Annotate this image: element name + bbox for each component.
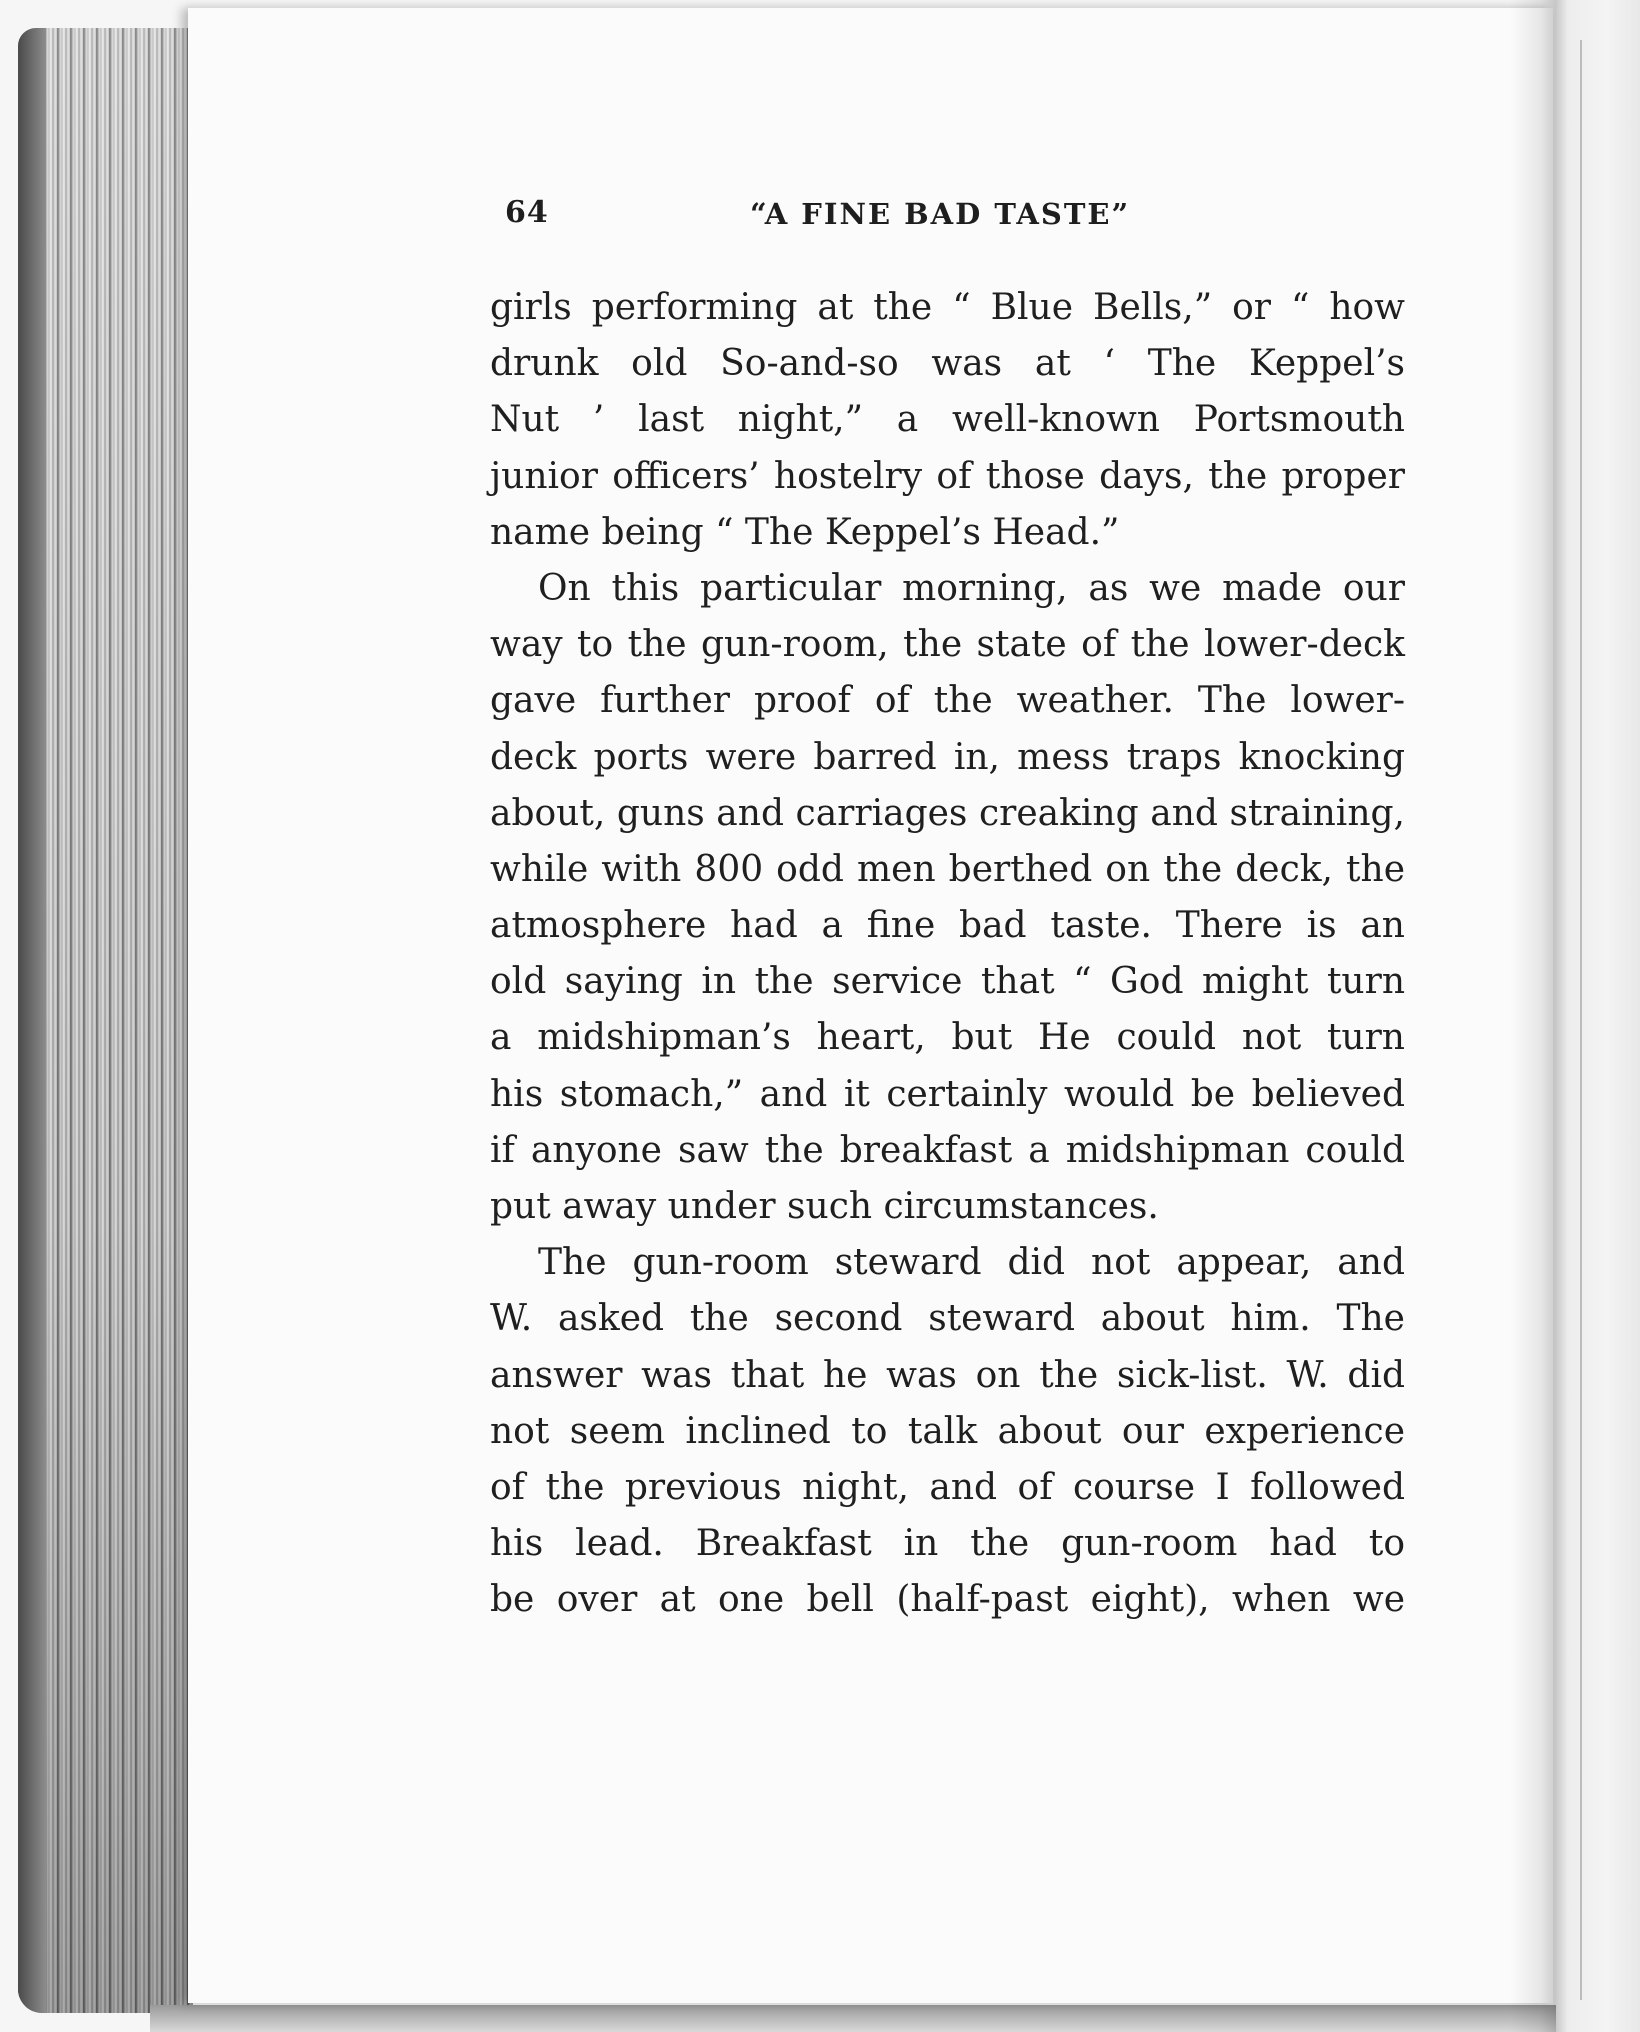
text-line: W. asked the second steward about him. The	[490, 1298, 1405, 1340]
text-line: his lead. Breakfast in the gun-room had to	[490, 1523, 1405, 1565]
page-number: 64	[505, 195, 549, 230]
text-line: gave further proof of the weather. The lower-	[490, 680, 1405, 722]
text-line: while with 800 odd men berthed on the deck, the	[490, 848, 1405, 890]
text-line: his stomach,” and it certainly would be believed	[490, 1073, 1405, 1115]
body-text	[490, 280, 1405, 1629]
paragraph-2	[490, 561, 1405, 1235]
text-line: of the previous night, and of course I followed	[490, 1466, 1405, 1508]
facing-page-edge-line	[1580, 40, 1582, 2000]
text-line: drunk old So-and-so was at ‘ The Keppel’s	[490, 343, 1405, 385]
text-line: put away under such circumstances.	[490, 1186, 1159, 1227]
text-line: if anyone saw the breakfast a midshipman could	[490, 1129, 1405, 1171]
facing-page	[1556, 0, 1640, 2032]
text-line: old saying in the service that “ God might turn	[490, 961, 1405, 1003]
text-line: The gun-room steward did not appear, and	[538, 1242, 1405, 1284]
text-line: be over at one bell (half-past eight), when we	[490, 1579, 1405, 1621]
text-line: deck ports were barred in, mess traps knocking	[490, 736, 1405, 778]
text-line: about, guns and carriages creaking and straining,	[490, 792, 1405, 834]
page-header	[505, 195, 1205, 245]
bottom-edge-shadow	[150, 2005, 1560, 2032]
running-head: “A FINE BAD TASTE”	[750, 197, 1131, 231]
text-line: Nut ’ last night,” a well-known Portsmouth	[490, 399, 1405, 441]
binding-gutter-shadow	[1510, 0, 1560, 2032]
paragraph-1	[490, 280, 1405, 561]
text-line: junior officers’ hostelry of those days, the proper	[490, 455, 1405, 497]
paragraph-3	[490, 1235, 1405, 1628]
text-line: answer was that he was on the sick-list. W. did	[490, 1354, 1405, 1396]
book-cover-edge	[18, 28, 46, 2013]
text-line: way to the gun-room, the state of the lower-deck	[490, 624, 1405, 666]
text-line: not seem inclined to talk about our experience	[490, 1410, 1405, 1452]
text-line: a midshipman’s heart, but He could not turn	[490, 1017, 1405, 1059]
text-line: girls performing at the “ Blue Bells,” or “ how	[490, 287, 1405, 328]
text-line: On this particular morning, as we made our	[538, 567, 1405, 609]
text-line: name being “ The Keppel’s Head.”	[490, 511, 1120, 553]
text-line: atmosphere had a fine bad taste. There is an	[490, 905, 1405, 947]
